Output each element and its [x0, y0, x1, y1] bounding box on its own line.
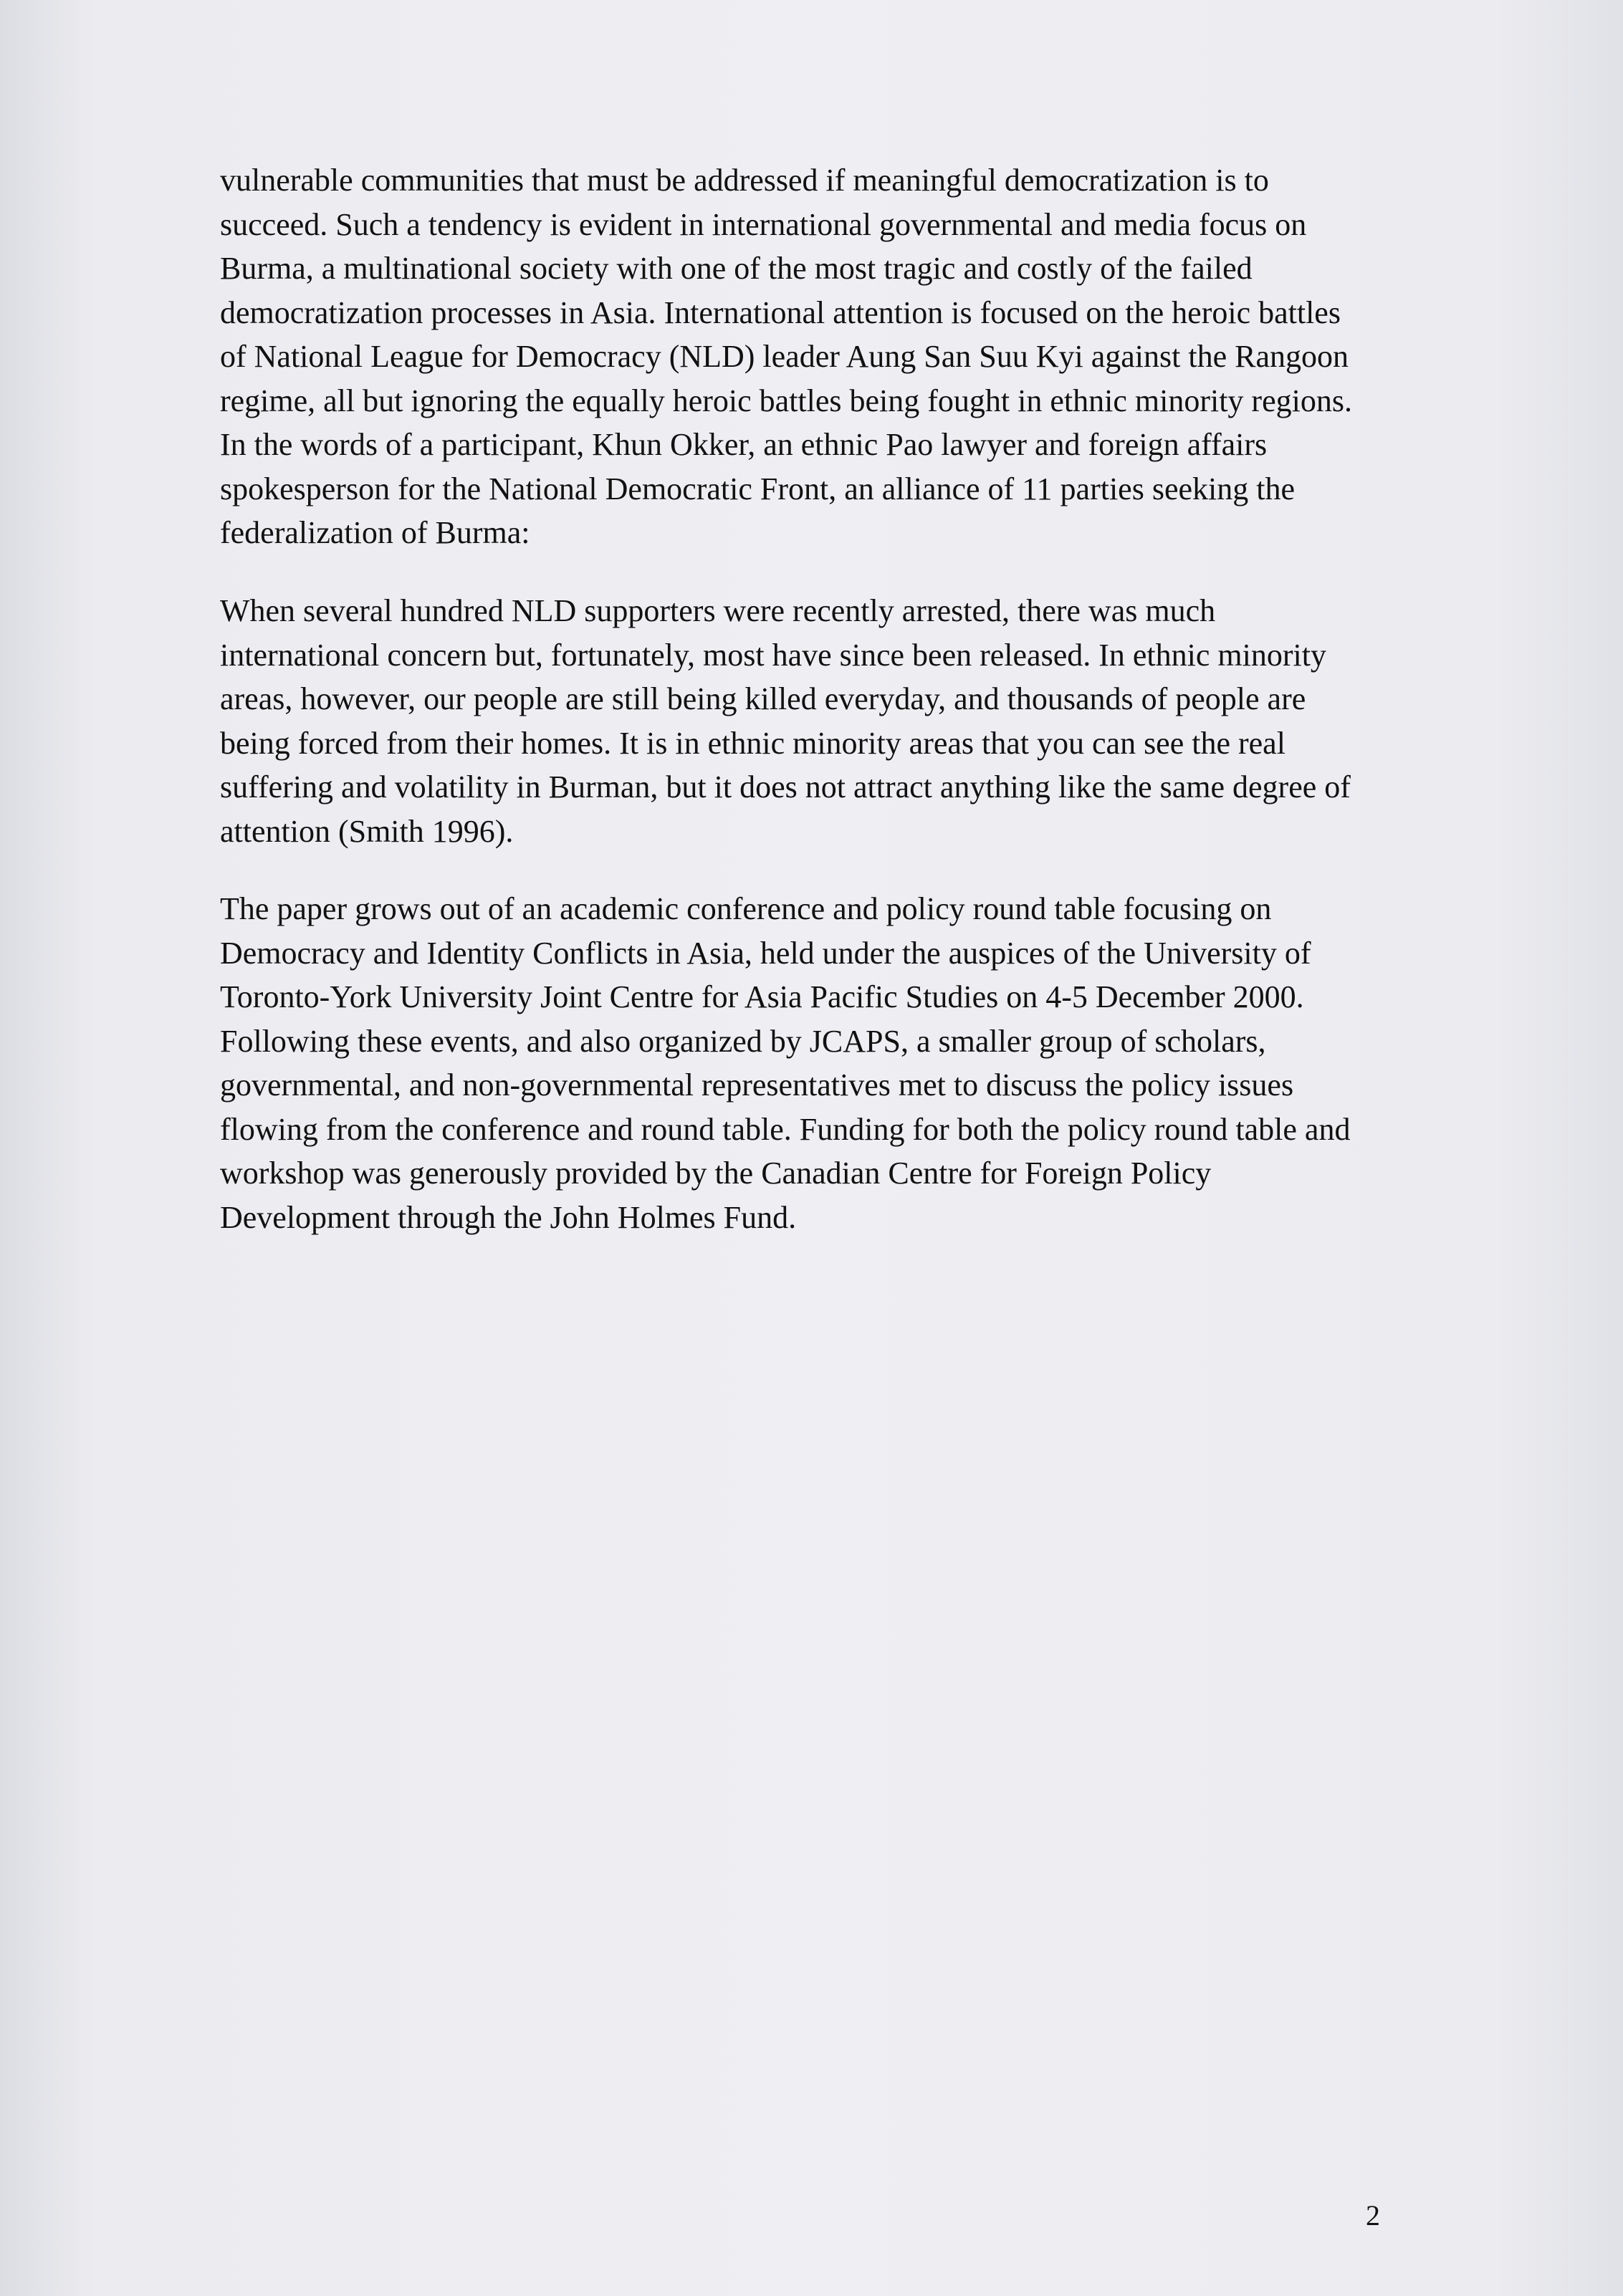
paragraph-line: democratization processes in Asia. International attention is focused on the heroic battles	[220, 294, 1341, 330]
paragraph-line: Democracy and Identity Conflicts in Asia, held under the auspices of the University of	[220, 935, 1311, 971]
paragraph-line: federalization of Burma:	[220, 515, 530, 550]
quote-line: suffering and volatility in Burman, but it does not attract anything like the same degree of	[220, 769, 1351, 804]
paragraph-line: flowing from the conference and round table. Funding for both the policy round table and	[220, 1111, 1351, 1147]
paragraph-line: workshop was generously provided by the Canadian Centre for Foreign Policy	[220, 1156, 1212, 1191]
paragraph-line: regime, all but ignoring the equally heroic battles being fought in ethnic minority regions.	[220, 383, 1352, 418]
paragraph-line: spokesperson for the National Democratic Front, an alliance of 11 parties seeking the	[220, 471, 1295, 506]
quote-line: areas, however, our people are still being killed everyday, and thousands of people are	[220, 681, 1306, 716]
paragraph-line: of National League for Democracy (NLD) leader Aung San Suu Kyi against the Rangoon	[220, 339, 1349, 374]
quote-line: When several hundred NLD supporters were recently arrested, there was much	[220, 593, 1216, 628]
paragraph-line: Following these events, and also organized by JCAPS, a smaller group of scholars,	[220, 1023, 1266, 1059]
paragraph-line: Burma, a multinational society with one of the most tragic and costly of the failed	[220, 251, 1253, 286]
paragraph-line: Toronto-York University Joint Centre for Asia Pacific Studies on 4-5 December 2000.	[220, 979, 1304, 1014]
conference-paragraph	[220, 887, 1531, 1239]
paragraph-line: The paper grows out of an academic conference and policy round table focusing on	[220, 891, 1272, 926]
intro-paragraph	[220, 158, 1531, 555]
page-number: 2	[1366, 2199, 1380, 2232]
quote-line: attention (Smith 1996).	[220, 813, 514, 849]
paragraph-line: vulnerable communities that must be addressed if meaningful democratization is to	[220, 163, 1269, 198]
paragraph-line: In the words of a participant, Khun Okker, an ethnic Pao lawyer and foreign affairs	[220, 427, 1268, 462]
paragraph-line: succeed. Such a tendency is evident in international governmental and media focus on	[220, 206, 1307, 242]
quote-line: international concern but, fortunately, most have since been released. In ethnic minority	[220, 637, 1326, 673]
quote-line: being forced from their homes. It is in ethnic minority areas that you can see the real	[220, 725, 1286, 761]
paragraph-line: governmental, and non-governmental representatives met to discuss the policy issues	[220, 1067, 1294, 1103]
paragraph-line: Development through the John Holmes Fund.	[220, 1199, 797, 1235]
quote-paragraph	[220, 589, 1531, 853]
